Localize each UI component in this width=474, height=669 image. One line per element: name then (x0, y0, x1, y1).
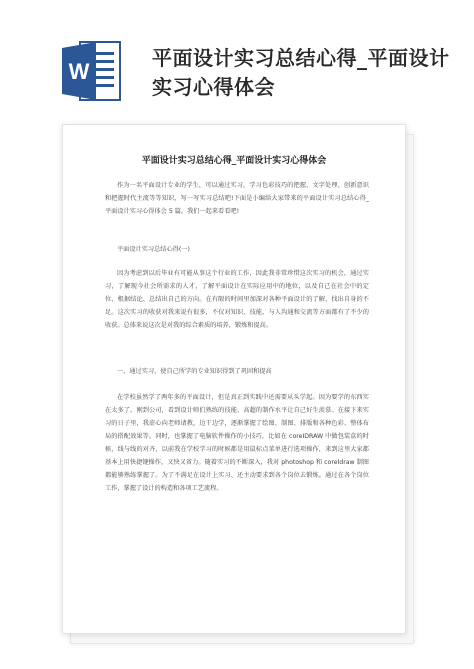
page-header (0, 0, 474, 118)
document-heading: 平面设计实习总结心得_平面设计实习心得体会 (141, 156, 327, 166)
word-icon-letter: W (68, 59, 90, 84)
page-title: 平面设计实习总结心得_平面设计实习心得体会 (152, 46, 450, 99)
paragraph-two: 在学校虽然学了两年多的平面设计，但是真正到实践中还需要从头学起。因为要学的东西实在太多了。刚到公司，看到设计师们熟练的技能、高超的制作水平让自己好生羡慕。在接下来实习的日子里，我虚心向老师请教，边干边学，逐渐掌握了绘图、制图、排版和各种色彩、整体布局的搭配效果等。同时，也掌握了电脑软件操作的小技巧，比如在 coreIDRAW 中做包装盒的时候，线与线的对齐，以前我在学校学习的时候都是用鼠标点菜单进行选项操作，来到这里大家都基本上用快捷键操作，又快又省力。随着实习的不断深入，我对 photoshop 和 coreldraw 制图都能够熟练掌握了。为了不满足在设计上实习、还主动要求到各个岗位去锻炼。通过在各个岗位工作，掌握了设计的构造和各项工艺流程。 (105, 394, 369, 492)
word-document-icon (60, 38, 122, 104)
document-preview (62, 124, 412, 644)
paragraph-one: 因为考虑到以后毕业有可能从事这个行业的工作，因此我非常珍惜这次实习的机会，通过实习，了解现今社会所需求的人才，了解平面设计在实际应用中的地位，以及自己在社会中的定位、根据结论、总结出自己的方向。在有限的时间里加深对各种平面设计的了解，找出自身的不足。这次实习的收获对我来说有很多，不仅对知识、技能、与人沟通和交流等方面都有了不少的收获。总体来说这次是对我的综合素质的培养，锻炼和提高。 (105, 270, 369, 329)
intro-paragraph: 作为一名平面设计专业的学生，可以通过实习，学习色彩技巧的把握、文字处理、创新意识和把握时代主流等等知识，写一写实习总结吧!下面是小编给大家带来的平面设计实习总结心得_平面设计实习心得体会 5 篇，我们一起来看看吧! (105, 182, 369, 215)
document-sheet (62, 124, 406, 634)
subtitle-one: 平面设计实习总结心得(一) (117, 246, 190, 253)
section-heading-one: 一、通过实习，使自己所学的专业知识得到了巩固和提高 (117, 368, 272, 375)
